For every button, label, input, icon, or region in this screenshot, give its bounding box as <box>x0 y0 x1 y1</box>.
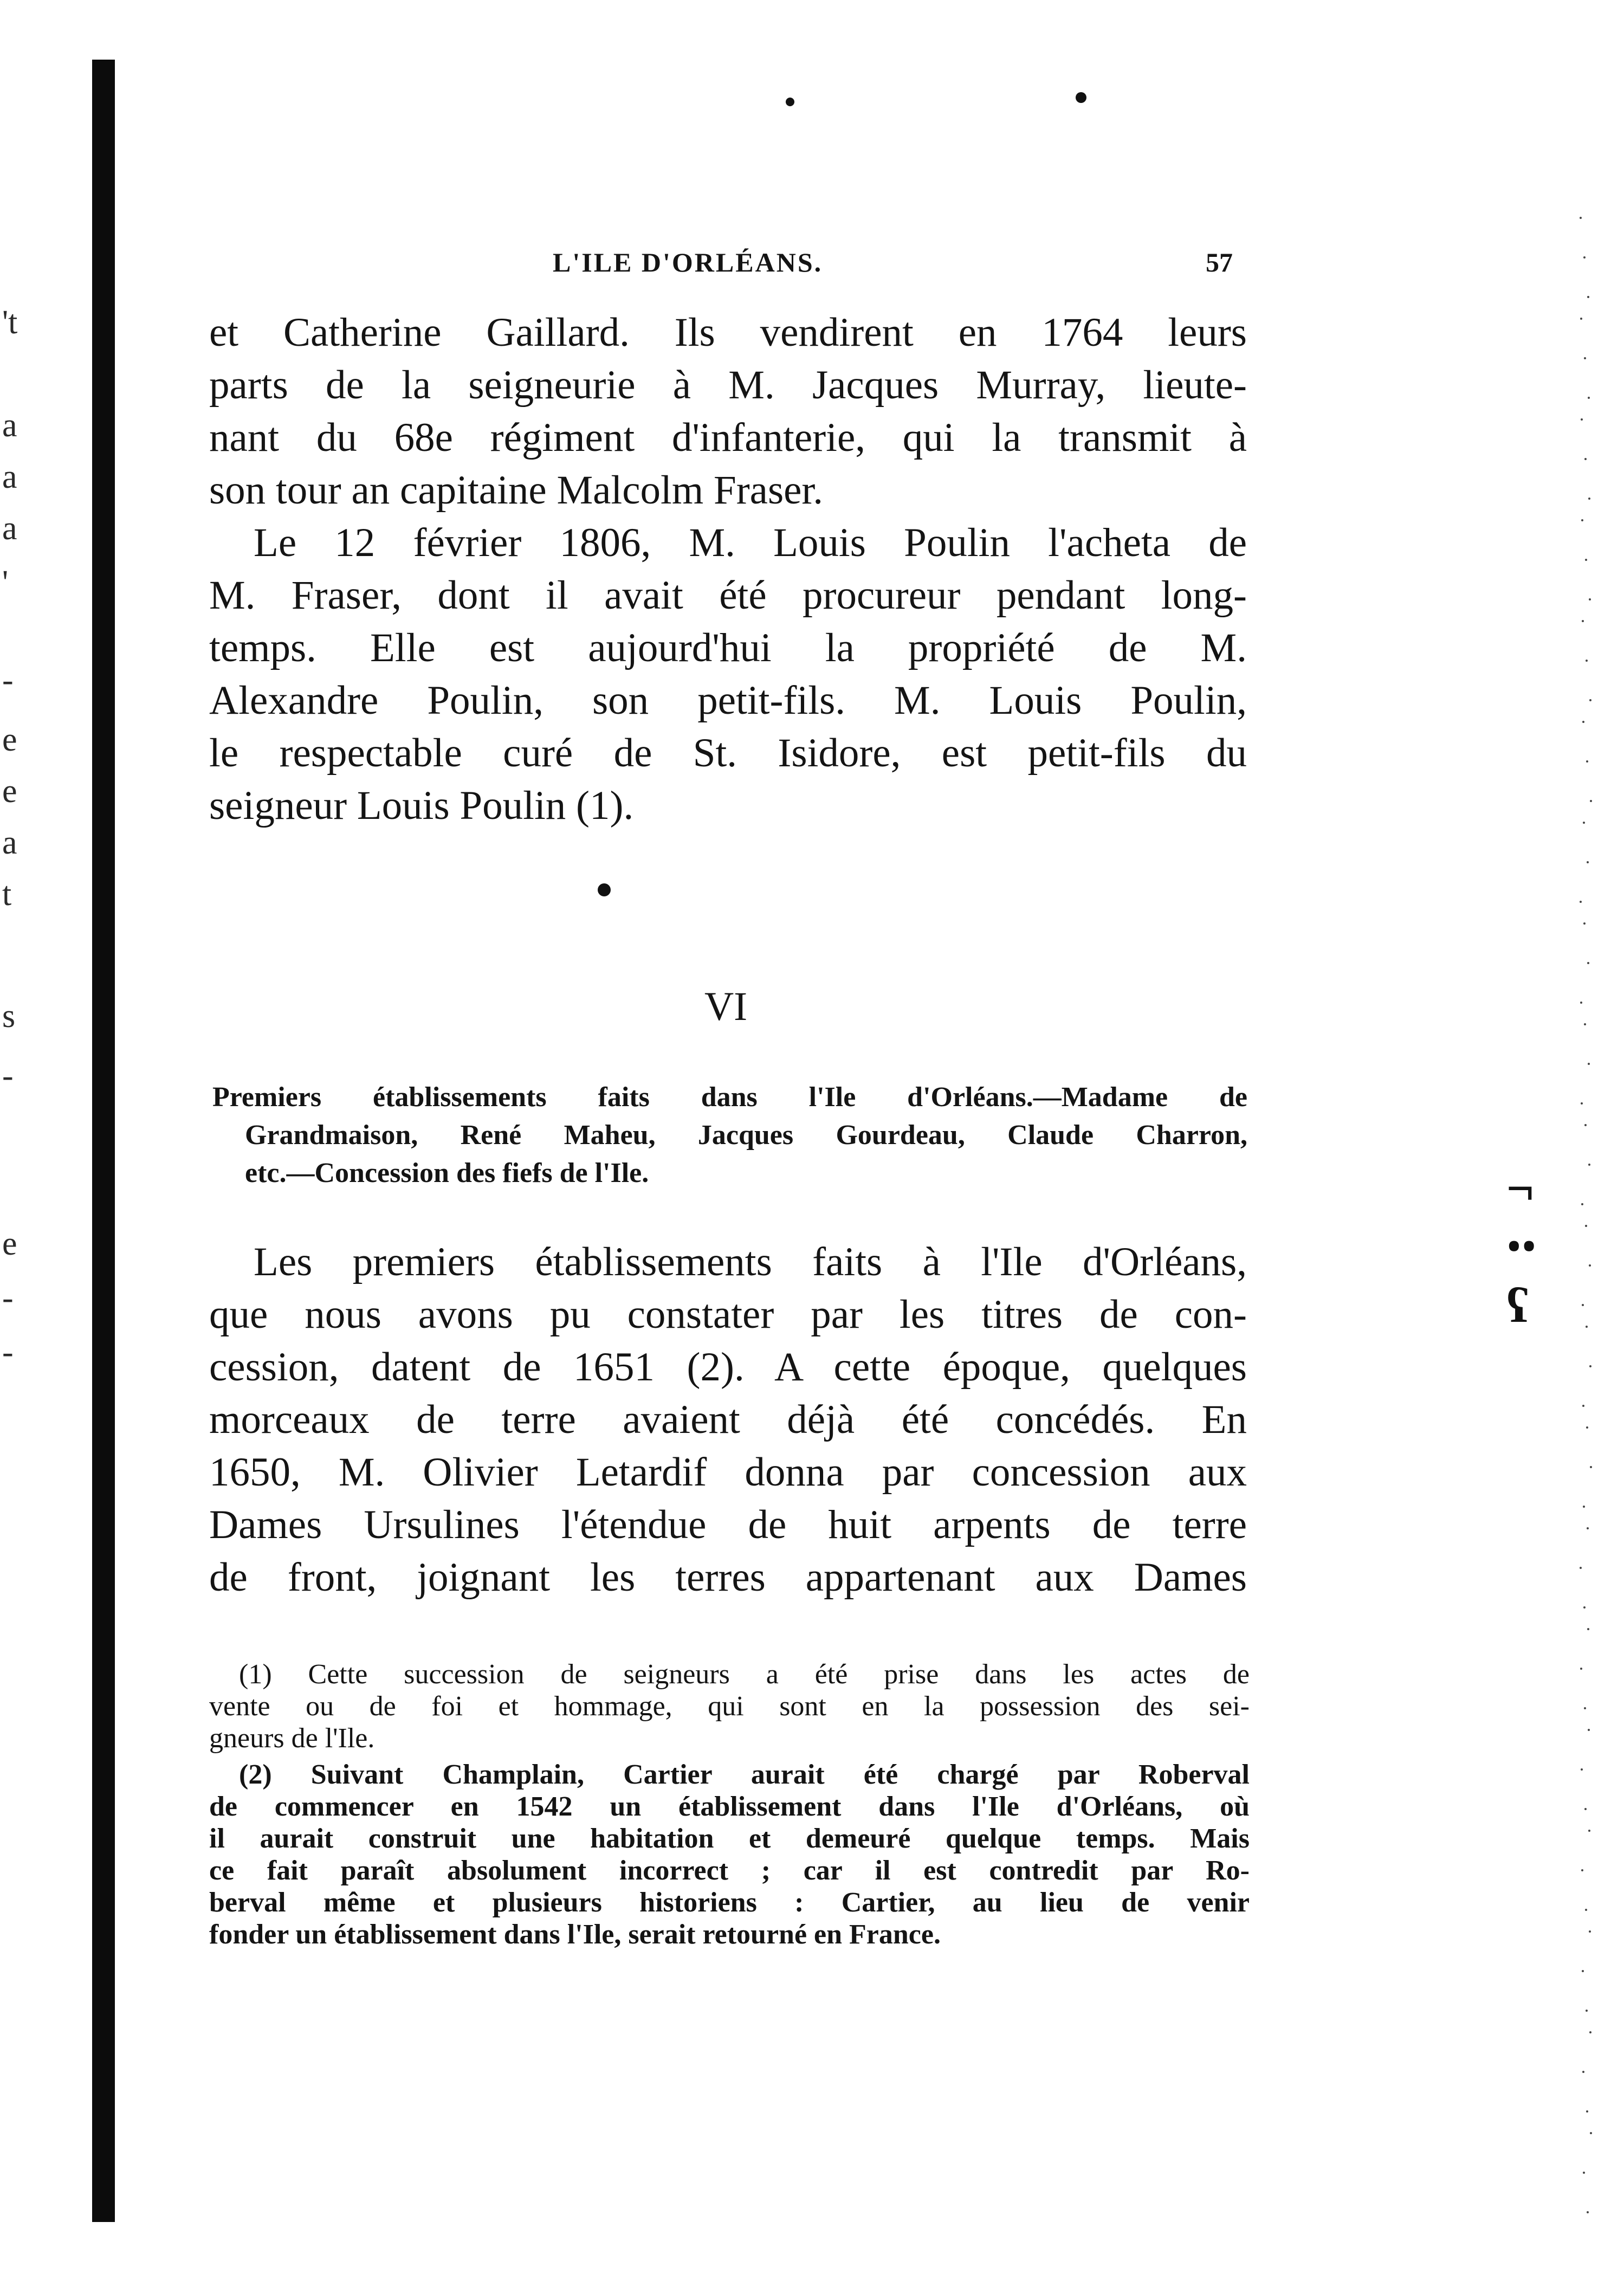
bleed-char: e <box>2 721 17 758</box>
bleed-char: a <box>2 824 17 861</box>
noise-speck <box>1587 296 1589 298</box>
noise-speck <box>1585 559 1587 561</box>
noise-speck <box>1590 2132 1592 2134</box>
bleed-char: a <box>2 510 17 547</box>
bleed-char: - <box>2 1280 14 1316</box>
summary-line: Premiers établissements faits dans l'Ile d'Orléans.—Madame de <box>212 1082 1247 1113</box>
noise-speck <box>1586 760 1588 763</box>
binding-shadow <box>92 60 115 2222</box>
noise-speck <box>1588 397 1590 399</box>
noise-speck <box>1584 1707 1586 1709</box>
noise-speck <box>1587 1527 1589 1529</box>
noise-speck <box>1585 1225 1587 1227</box>
text-line: seigneur Louis Poulin (1). <box>209 783 634 828</box>
text-line: nant du 68e régiment d'infanterie, qui la transmit à <box>209 415 1247 460</box>
scan-edge-noise <box>1580 217 1596 2276</box>
section-summary <box>212 1078 1247 1192</box>
noise-speck <box>1583 256 1586 259</box>
noise-speck <box>1589 1365 1591 1367</box>
paragraph-continuation <box>209 306 1247 832</box>
noise-speck <box>1585 1909 1587 1911</box>
noise-speck <box>1581 1102 1583 1105</box>
bleed-char: e <box>2 1225 17 1262</box>
noise-speck <box>1589 598 1591 600</box>
bleed-char: a <box>2 458 17 495</box>
noise-speck <box>1586 1426 1588 1429</box>
noise-speck <box>1588 1063 1590 1065</box>
footnote-line: vente ou de foi et hommage, qui sont en la possession des sei- <box>209 1691 1250 1722</box>
noise-speck <box>1582 1970 1584 1972</box>
bleed-char: a <box>2 407 17 444</box>
noise-speck <box>1580 1668 1582 1670</box>
page-number: 57 <box>1206 247 1233 277</box>
noise-speck <box>1583 1606 1586 1609</box>
footnote-line: ce fait paraît absolument incorrect ; car il est contredit par Ro- <box>209 1855 1250 1886</box>
bleed-char: s <box>2 998 16 1035</box>
noise-speck <box>1589 699 1591 701</box>
speck-mark <box>786 98 794 106</box>
noise-speck <box>1583 822 1585 824</box>
noise-speck <box>1589 1264 1591 1267</box>
noise-speck <box>1582 1304 1584 1306</box>
noise-speck <box>1584 1808 1587 1810</box>
noise-speck <box>1583 2172 1585 2174</box>
bleed-char: ' <box>2 564 9 601</box>
summary-line: Grandmaison, René Maheu, Jacques Gourdeau, Claude Charron, <box>245 1120 1247 1151</box>
bleed-char: - <box>2 662 14 699</box>
edge-marks <box>1506 1160 1537 1335</box>
noise-speck <box>1588 1164 1590 1166</box>
noise-speck <box>1581 1768 1583 1771</box>
running-head-title: L'ILE D'ORLÉANS. <box>553 247 823 277</box>
noise-speck <box>1586 2110 1588 2113</box>
text-line: 1650, M. Olivier Letardif donna par concession aux <box>209 1450 1247 1495</box>
paragraph-body <box>209 1236 1247 1604</box>
noise-speck <box>1582 2071 1584 2073</box>
text-line: Le 12 février 1806, M. Louis Poulin l'acheta de <box>254 520 1247 565</box>
noise-speck <box>1590 800 1592 802</box>
noise-speck <box>1580 1567 1582 1569</box>
noise-speck <box>1587 1628 1589 1630</box>
section-ornament <box>598 883 611 896</box>
noise-speck <box>1587 962 1589 964</box>
edge-mark: ꞏꞏ <box>1506 1220 1537 1274</box>
noise-speck <box>1584 1124 1587 1126</box>
noise-speck <box>1580 318 1582 320</box>
text-line: de front, joignant les terres appartenant aux Dames <box>209 1555 1247 1600</box>
noise-speck <box>1580 217 1582 219</box>
noise-speck <box>1583 1506 1585 1508</box>
noise-speck <box>1590 1466 1592 1468</box>
noise-speck <box>1584 1023 1586 1025</box>
text-line: son tour an capitaine Malcolm Fraser. <box>209 468 824 513</box>
summary-line: etc.—Concession des fiefs de l'Ile. <box>245 1158 649 1189</box>
text-line: Alexandre Poulin, son petit-fils. M. Louis Poulin, <box>209 678 1247 723</box>
noise-speck <box>1580 1002 1582 1004</box>
bleed-char: 't <box>2 304 18 341</box>
edge-mark: ¬ <box>1506 1162 1535 1216</box>
bleed-char: t <box>2 876 12 913</box>
noise-speck <box>1587 861 1589 863</box>
noise-speck <box>1581 519 1583 521</box>
noise-speck <box>1584 357 1586 359</box>
footnote-line: fonder un établissement dans l'Ile, serait retourné en France. <box>209 1919 941 1950</box>
text-line: cession, datent de 1651 (2). A cette époque, quelques <box>209 1345 1247 1390</box>
section-heading: VI <box>704 984 748 1029</box>
noise-speck <box>1587 2211 1589 2213</box>
edge-mark: ʕ <box>1506 1279 1528 1333</box>
noise-speck <box>1581 1869 1583 1871</box>
noise-speck <box>1588 1729 1590 1731</box>
noise-speck <box>1586 1326 1588 1328</box>
noise-speck <box>1588 1830 1590 1832</box>
noise-speck <box>1586 2010 1588 2012</box>
noise-speck <box>1582 1405 1584 1407</box>
bleed-char: e <box>2 773 17 810</box>
text-line: Dames Ursulines l'étendue de huit arpents de terre <box>209 1502 1247 1547</box>
noise-speck <box>1589 2031 1591 2033</box>
speck-mark <box>1076 92 1086 103</box>
noise-speck <box>1583 922 1586 925</box>
text-line: que nous avons pu constater par les titres de con- <box>209 1292 1247 1337</box>
noise-speck <box>1581 1203 1583 1205</box>
noise-speck <box>1582 620 1584 622</box>
footnote-line: (2) Suivant Champlain, Cartier aurait été chargé par Roberval <box>239 1759 1250 1790</box>
footnotes <box>209 1658 1250 1950</box>
noise-speck <box>1581 418 1583 421</box>
noise-speck <box>1586 660 1588 662</box>
noise-speck <box>1582 721 1584 723</box>
bleed-char: - <box>2 1057 14 1094</box>
footnote-line: gneurs de l'Ile. <box>209 1723 375 1754</box>
text-line: M. Fraser, dont il avait été procureur pendant long- <box>209 573 1247 618</box>
footnote-line: il aurait construit une habitation et demeuré quelque temps. Mais <box>209 1823 1250 1854</box>
noise-speck <box>1588 498 1590 500</box>
footnote-line: berval même et plusieurs historiens : Cartier, au lieu de venir <box>209 1887 1250 1918</box>
text-line: morceaux de terre avaient déjà été concédés. En <box>209 1397 1247 1442</box>
text-line: parts de la seigneurie à M. Jacques Murray, lieute- <box>209 363 1247 408</box>
noise-speck <box>1584 458 1587 460</box>
text-line: et Catherine Gaillard. Ils vendirent en 1764 leurs <box>209 310 1247 355</box>
text-line: Les premiers établissements faits à l'Ile d'Orléans, <box>254 1239 1247 1284</box>
footnote-line: de commencer en 1542 un établissement dans l'Ile d'Orléans, où <box>209 1791 1250 1822</box>
footnote-line: (1) Cette succession de seigneurs a été prise dans les actes de <box>239 1659 1250 1690</box>
text-line: le respectable curé de St. Isidore, est petit-fils du <box>209 731 1247 776</box>
text-line: temps. Elle est aujourd'hui la propriété de M. <box>209 625 1247 670</box>
bleed-char: - <box>2 1334 14 1371</box>
noise-speck <box>1589 1930 1591 1933</box>
noise-speck <box>1580 901 1582 903</box>
